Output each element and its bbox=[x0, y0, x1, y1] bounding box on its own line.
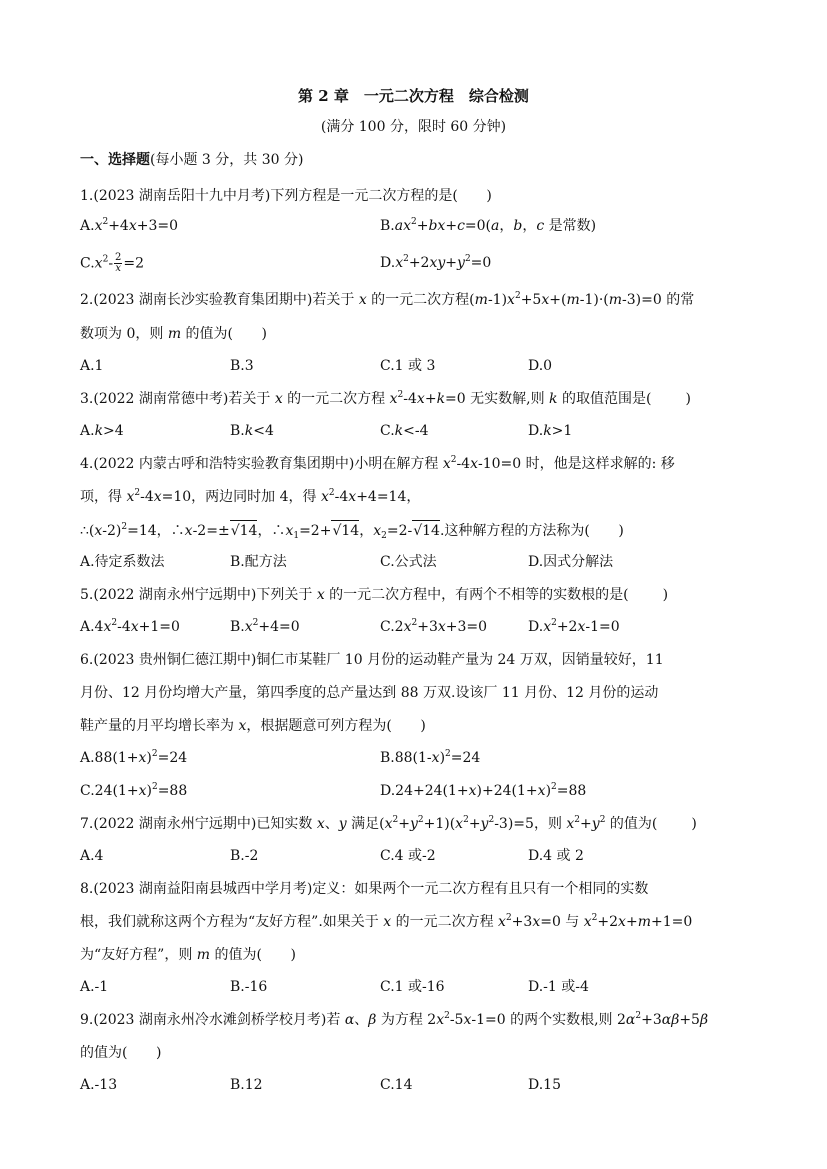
question-6-line-2: 月份、12 月份均增大产量，第四季度的总产量达到 88 万双.设该厂 11 月份、12 月份的运动 bbox=[80, 685, 659, 701]
q9-option-d: D.15 bbox=[528, 1077, 561, 1093]
q8-option-d: D.-1 或-4 bbox=[528, 979, 589, 995]
q3-option-a: A.k>4 bbox=[80, 423, 124, 439]
q5-option-b: $B.x^2+4=0$ bbox=[230, 618, 300, 635]
q2-option-c: C.1 或 3 bbox=[380, 358, 436, 374]
question-9-line-2: 的值为( ) bbox=[80, 1045, 162, 1061]
question-4-line-2: 项，得 $x^2-4x=10$，两边同时加 4，得 $x^2-4x+4=14$， bbox=[80, 488, 421, 505]
q1-option-d: $D.x^2+2xy+y^2=0$ bbox=[380, 254, 492, 271]
question-8-line-1: 8.(2023 湖南益阳南县城西中学月考)定义：如果两个一元二次方程有且只有一个相同的实数 bbox=[80, 881, 649, 897]
q1-option-c: $C.x^2-$ $\frac{2}{x}$ =2 bbox=[80, 252, 145, 274]
question-5: 5.(2022 湖南永州宁远期中)下列关于 x 的一元二次方程中，有两个不相等的实数根的是( ) bbox=[80, 587, 669, 603]
q2-option-d: D.0 bbox=[528, 358, 553, 374]
question-2-line-2: 数项为 0，则 m 的值为( ) bbox=[80, 326, 268, 342]
q8-option-c: C.1 或-16 bbox=[380, 979, 445, 995]
q4-option-c: C.公式法 bbox=[380, 554, 437, 570]
question-1: 1.(2023 湖南岳阳十九中月考)下列方程是一元二次方程的是( ) bbox=[80, 188, 492, 204]
question-6-line-3: 鞋产量的月平均增长率为 x，根据题意可列方程为( ) bbox=[80, 718, 426, 734]
question-4-line-1: 4.(2022 内蒙古呼和浩特实验教育集团期中)小明在解方程 $x^2-4x-10=0$ 时，他是这样求解的: 移 bbox=[80, 455, 675, 472]
q9-option-b: B.12 bbox=[230, 1077, 263, 1093]
q6-option-b: $B.88(1-x)^2=24$ bbox=[380, 749, 481, 766]
q7-option-b: B.-2 bbox=[230, 848, 259, 864]
question-9-line-1: 9.(2023 湖南永州冷水滩剑桥学校月考)若 α、β 为方程 $2x^2-5x-1=0$ 的两个实数根,则 $2\alpha^2+3\alpha\beta+5\beta$ bbox=[80, 1011, 709, 1028]
q4-option-a: A.待定系数法 bbox=[80, 554, 165, 570]
q8-option-b: B.-16 bbox=[230, 979, 268, 995]
q2-option-b: B.3 bbox=[230, 358, 254, 374]
question-4-line-3: $\therefore(x-2)^2=14$，∴x-2=±√14，$\therefore x_1=2+√14$，$x_2=2-√14$.这种解方程的方法称为( ) bbox=[80, 522, 624, 541]
q5-option-a: $A.4x^2-4x+1=0$ bbox=[80, 618, 180, 635]
q3-option-d: D.k>1 bbox=[528, 423, 573, 439]
q6-option-d: $D.24+24(1+x)+24(1+x)^2=88$ bbox=[380, 782, 587, 799]
q4-option-b: B.配方法 bbox=[230, 554, 287, 570]
q3-option-b: B.k<4 bbox=[230, 423, 274, 439]
q2-option-a: A.1 bbox=[80, 358, 104, 374]
q1-option-b: $B.ax^2+bx+c=0(a$，b，c 是常数) bbox=[380, 217, 597, 234]
page-title: 第 2 章 一元二次方程 综合检测 bbox=[298, 87, 529, 105]
section-heading: 一、选择题(每小题 3 分，共 30 分) bbox=[80, 152, 304, 168]
question-3: 3.(2022 湖南常德中考)若关于 x 的一元二次方程 $x^2-4x+k=0$ 无实数解,则 k 的取值范围是( ) bbox=[80, 390, 691, 407]
question-8-line-3: 为“友好方程”，则 m 的值为( ) bbox=[80, 947, 296, 963]
question-2-line-1: 2.(2023 湖南长沙实验教育集团期中)若关于 x 的一元二次方程$(m-1)x^2+5x+(m-1)\cdot(m-3)=0$ 的常 bbox=[80, 291, 695, 308]
q4-option-d: D.因式分解法 bbox=[528, 554, 614, 570]
question-7: 7.(2022 湖南永州宁远期中)已知实数 x、y 满足$(x^2+y^2+1)(x^2+y^2-3)=5$，则 $x^2+y^2$ 的值为( ) bbox=[80, 815, 697, 832]
q7-option-c: C.4 或-2 bbox=[380, 848, 436, 864]
q8-option-a: A.-1 bbox=[80, 979, 109, 995]
q6-option-a: $A.88(1+x)^2=24$ bbox=[80, 749, 188, 766]
q5-option-c: $C.2x^2+3x+3=0$ bbox=[380, 618, 488, 635]
q3-option-c: C.k<-4 bbox=[380, 423, 429, 439]
q6-option-c: $C.24(1+x)^2=88$ bbox=[80, 782, 188, 799]
question-6-line-1: 6.(2023 贵州铜仁德江期中)铜仁市某鞋厂 10 月份的运动鞋产量为 24 万双，因销量较好，11 bbox=[80, 652, 664, 668]
q5-option-d: $D.x^2+2x-1=0$ bbox=[528, 618, 620, 635]
q7-option-d: D.4 或 2 bbox=[528, 848, 584, 864]
question-8-line-2: 根，我们就称这两个方程为“友好方程”.如果关于 x 的一元二次方程 $x^2+3x=0$ 与 $x^2+2x+m+1=0$ bbox=[80, 913, 693, 930]
q7-option-a: A.4 bbox=[80, 848, 104, 864]
q1-option-a: $A.x^2+4x+3=0$ bbox=[80, 217, 179, 234]
q9-option-a: A.-13 bbox=[80, 1077, 118, 1093]
page-subtitle: (满分 100 分，限时 60 分钟) bbox=[320, 119, 507, 135]
q9-option-c: C.14 bbox=[380, 1077, 413, 1093]
